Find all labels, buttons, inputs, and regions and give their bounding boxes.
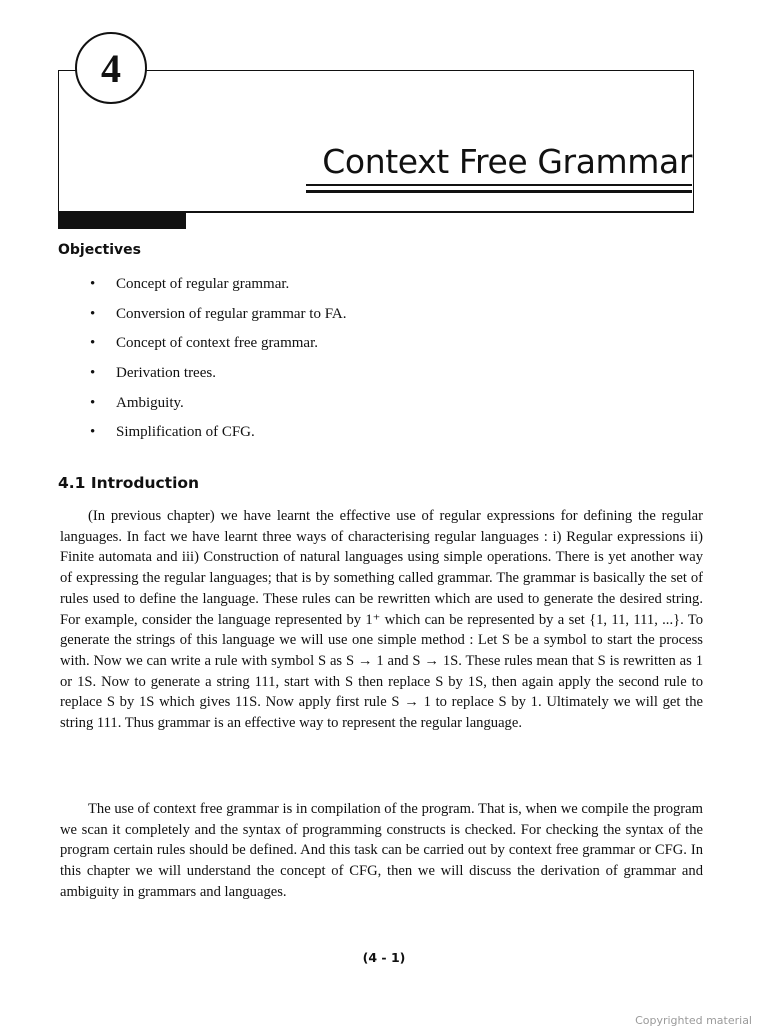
bullet-icon: • <box>90 424 96 441</box>
objectives-heading: Objectives <box>58 242 141 258</box>
objectives-list <box>90 276 690 454</box>
bullet-icon: • <box>90 335 96 352</box>
title-underline <box>306 184 692 186</box>
copyright-watermark: Copyrighted material <box>635 1014 752 1027</box>
bullet-icon: • <box>90 365 96 382</box>
page-number: (4 - 1) <box>362 950 406 965</box>
list-item: • Ambiguity. <box>90 394 184 411</box>
list-item: • Concept of context free grammar. <box>90 335 319 352</box>
list-item: • Concept of regular grammar. <box>90 276 290 292</box>
header-accent-bar <box>58 212 186 229</box>
title-underline-thick <box>306 190 692 193</box>
introduction-paragraph-2: The use of context free grammar is in compilation of the program. That is, when we compile the program we scan it completely and the syntax of programming constructs is checked. For checking the syntax of the program certain rules should be defined. And this task can be carried out by context free grammar or CFG. In this chapter we will understand the concept of CFG, then we will discuss the derivation of grammar and ambiguity in grammars and languages. <box>60 801 703 900</box>
introduction-paragraph-1: (In previous chapter) we have learnt the effective use of regular expressions for defining the regular languages. In fact we have learnt three ways of characterising regular languages : i) Regular expressions ii) Finite automata and iii) Construction of natural languages using simple operations. There is yet another way of expressing the regular languages; that is by something called grammar. The grammar is basically the set of rules used to define the language. These rules can be rewritten which are used to generate the desired string. For example, consider the language represented by 1⁺ which can be represented by a set {1, 11, 111, ...}. To generate the strings of this language we will use one simple method : Let S be a symbol to start the process with. Now we can write a rule with symbol S as S → 1 and S → 1S. These rules mean that S is rewritten as 1 or 1S. Now to generate a string 111, start with S then replace S by 1S, then again apply the second rule to replace S by 1S which gives 11S. Now apply first rule S → 1 to replace S by 1. Ultimately we will get the string 111. Thus grammar is an effective way to represent the regular language. <box>60 508 703 732</box>
bullet-icon: • <box>90 276 96 292</box>
introduction-heading: 4.1 Introduction <box>58 474 200 492</box>
list-item: • Simplification of CFG. <box>90 424 255 441</box>
list-item: • Conversion of regular grammar to FA. <box>90 305 347 322</box>
list-item: • Derivation trees. <box>90 365 216 382</box>
bullet-icon: • <box>90 394 96 411</box>
chapter-title: Context Free Grammar <box>322 142 692 181</box>
bullet-icon: • <box>90 305 96 322</box>
chapter-number-badge: 4 <box>75 32 147 104</box>
